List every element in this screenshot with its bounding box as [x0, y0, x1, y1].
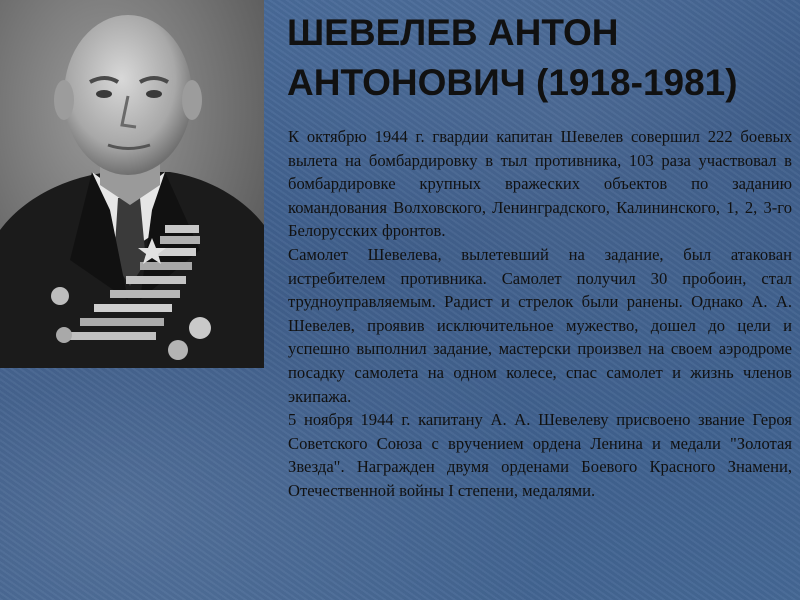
portrait-illustration: [0, 0, 264, 368]
paragraph-awards: 5 ноября 1944 г. капитану А. А. Шевелеву присвоено звание Героя Советского Союза с вручением ордена Ленина и медали "Золотая Звезда". Награжден двумя орденами Боевого Красного Знамени, Отечественной войны I степени, медалями.: [288, 410, 792, 500]
paragraph-attack-episode: Самолет Шевелева, вылетевший на задание, был атакован истребителем противника. Самолет получил 30 пробоин, стал трудноуправляемым. Радист и стрелок были ранены. Однако А. А. Шевелев, проявив исключительное мужество, дошел до цели и успешно выполнил задание, мастерски произвел на своем аэродроме посадку самолета на одном колесе, спас самолет и жизнь членов экипажа.: [288, 244, 792, 406]
portrait-photo: [0, 0, 264, 368]
title-line-patronymic-years: АНТОНОВИЧ (1918-1981): [287, 62, 738, 103]
biography-text: [288, 125, 792, 503]
title-line-name: ШЕВЕЛЕВ АНТОН: [287, 12, 619, 53]
slide-title: [287, 8, 787, 108]
paragraph-combat-sorties: К октябрю 1944 г. гвардии капитан Шевелев совершил 222 боевых вылета на бомбардировку в тыл противника, 103 раза участвовал в бомбардировке крупных вражеских объектов по заданию командования Волховского, Ленинградского, Калининского, 1, 2, 3-го Белорусских фронтов.: [288, 127, 792, 241]
